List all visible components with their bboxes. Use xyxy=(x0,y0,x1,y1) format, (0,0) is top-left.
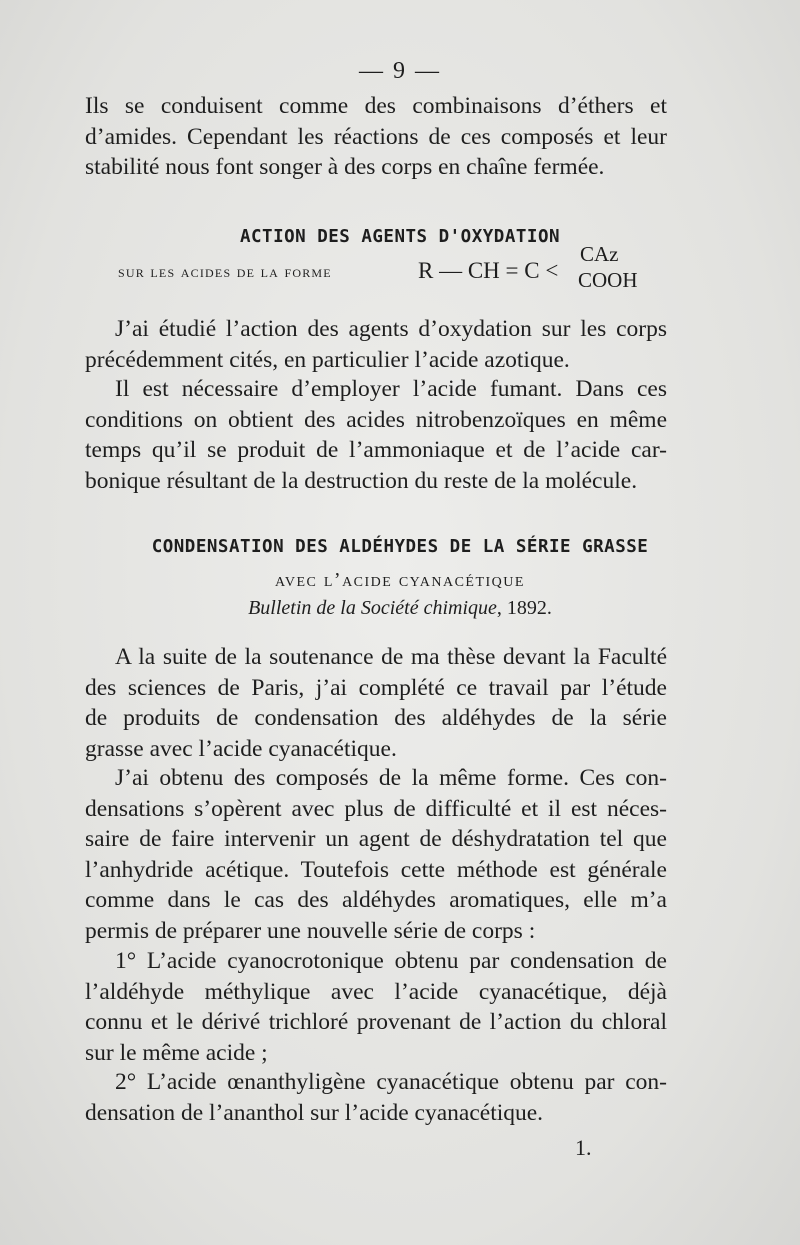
formula-branch-top: CAz xyxy=(580,242,619,266)
section-subheading: avec l’acide cyanacétique xyxy=(275,569,525,591)
oxydation-paragraph-2 xyxy=(85,374,667,496)
text-line: densation de l’ananthol sur l’acide cyanacétique. xyxy=(85,1099,544,1126)
text-line: l’anhydride acétique. Toutefois cette méthode est générale xyxy=(85,856,667,883)
citation-journal: Bulletin de la Société chimique xyxy=(248,597,497,619)
text-line: des sciences de Paris, j’ai complété ce travail par l’étude xyxy=(85,674,667,701)
text-line: 1° L’acide cyanocrotonique obtenu par condensation de xyxy=(115,948,667,974)
section-heading-oxydation: ACTION DES AGENTS D'OXYDATION xyxy=(239,227,561,247)
text-line: l’aldéhyde méthylique avec l’acide cyanacétique, déjà xyxy=(85,978,667,1005)
signature-mark: 1. xyxy=(575,1135,592,1160)
formula-prefix: sur les acides de la forme xyxy=(118,262,332,281)
text-line: 2° L’acide œnanthyligène cyanacétique obtenu par con- xyxy=(115,1069,667,1095)
condensation-paragraph-1 xyxy=(85,642,667,764)
formula-main: R — CH = C < xyxy=(418,258,559,283)
text-line: précédemment cités, en particulier l’acide azotique. xyxy=(85,346,570,373)
text-line: comme dans le cas des aldéhydes aromatiques, elle m’a xyxy=(85,887,667,913)
text-line: de produits de condensation des aldéhydes de la série xyxy=(85,705,667,731)
text-line: J’ai étudié l’action des agents d’oxydation sur les corps xyxy=(115,316,667,342)
text-line: d’amides. Cependant les réactions de ces composés et leur xyxy=(85,123,667,150)
page-number: — 9 — xyxy=(359,58,441,84)
citation-year: , 1892. xyxy=(496,597,552,619)
citation xyxy=(0,597,800,620)
text-line: saire de faire intervenir un agent de déshydratation tel que xyxy=(85,826,667,852)
intro-paragraph xyxy=(85,91,667,183)
formula-branch-bottom: COOH xyxy=(578,268,638,292)
text-line: A la suite de la soutenance de ma thèse devant la Faculté xyxy=(115,644,667,670)
list-item-1 xyxy=(85,946,667,1068)
text-line: connu et le dérivé trichloré provenant de l’action du chloral xyxy=(85,1009,667,1035)
text-line: sur le même acide ; xyxy=(85,1039,268,1066)
condensation-paragraph-2 xyxy=(85,763,667,946)
text-line: stabilité nous font songer à des corps en chaîne fermée. xyxy=(85,154,605,180)
text-line: J’ai obtenu des composés de la même forme. Ces con- xyxy=(115,765,667,791)
text-line: grasse avec l’acide cyanacétique. xyxy=(85,735,397,762)
list-item-2 xyxy=(85,1067,667,1128)
text-line: conditions on obtient des acides nitrobenzoïques en même xyxy=(85,406,667,433)
text-line: temps qu’il se produit de l’ammoniaque et de l’acide car- xyxy=(85,437,667,463)
oxydation-paragraph-1 xyxy=(85,314,667,375)
text-line: Il est nécessaire d’employer l’acide fumant. Dans ces xyxy=(115,376,667,402)
text-line: bonique résultant de la destruction du reste de la molécule. xyxy=(85,467,638,494)
formula-subtitle xyxy=(118,242,678,300)
text-line: densations s’opèrent avec plus de difficulté et il est néces- xyxy=(85,795,667,822)
section-heading-condensation: CONDENSATION DES ALDÉHYDES DE LA SÉRIE GRASSE xyxy=(151,537,649,557)
text-line: Ils se conduisent comme des combinaisons d’éthers et xyxy=(85,93,667,119)
text-line: permis de préparer une nouvelle série de corps : xyxy=(85,917,536,944)
